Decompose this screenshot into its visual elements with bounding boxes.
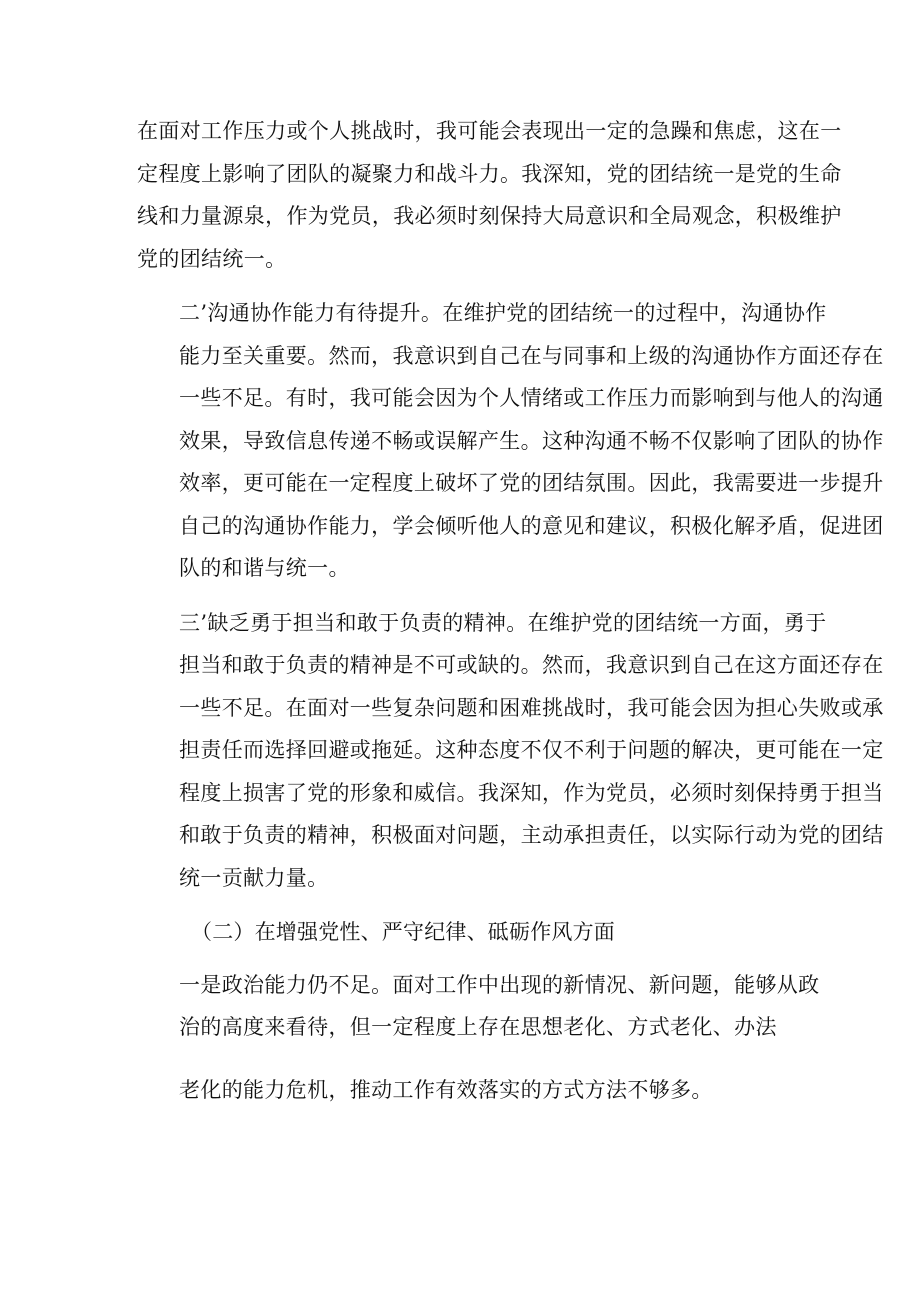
text-line: 效果，导致信息传递不畅或误解产生。这种沟通不畅不仅影响了团队的协作 [179, 428, 884, 453]
section-heading: （二）在增强党性、严守纪律、砥砺作风方面 [191, 920, 615, 944]
text-line: 老化的能力危机，推动工作有效落实的方式方法不够多。 [179, 1077, 713, 1102]
paragraph-communication [137, 292, 884, 590]
text-line: 队的和谐与统一。 [179, 556, 350, 580]
text-line: 在面对工作压力或个人挑战时，我可能会表现出一定的急躁和焦虑，这在一 [137, 119, 842, 143]
text-line: 程度上损害了党的形象和威信。我深知，作为党员，必须时刻保持勇于担当 [179, 780, 884, 805]
text-line: 党的团结统一。 [137, 246, 287, 271]
text-line: 一些不足。有时，我可能会因为个人情绪或工作压力而影响到与他人的沟通 [179, 386, 884, 410]
text-line: 担当和敢于负责的精神是不可或缺的。然而，我意识到自己在这方面还存在 [179, 653, 884, 677]
text-line: 二’沟通协作能力有待提升。在维护党的团结统一的过程中，沟通协作 [179, 301, 827, 325]
paragraph-continuation [137, 110, 842, 280]
text-line: 定程度上影响了团队的凝聚力和战斗力。我深知，党的团结统一是党的生命 [137, 161, 842, 186]
text-line: 效率，更可能在一定程度上破坏了党的团结氛围。因此，我需要进一步提升 [179, 471, 884, 495]
text-line: 一是政治能力仍不足。面对工作中出现的新情况、新问题，能够从政 [179, 972, 820, 997]
paragraph-political-ability [137, 964, 820, 1112]
text-line: 三’缺乏勇于担当和敢于负责的精神。在维护党的团结统一方面，勇于 [179, 610, 827, 635]
text-line: 自己的沟通协作能力，学会倾听他人的意见和建议，积极化解矛盾，促进团 [179, 513, 884, 538]
text-line: 一些不足。在面对一些复杂问题和困难挑战时，我可能会因为担心失败或承 [179, 695, 884, 720]
paragraph-responsibility [137, 602, 884, 900]
text-line: 担责任而选择回避或拖延。这种态度不仅不利于问题的解决，更可能在一定 [179, 738, 884, 762]
text-line: 和敢于负责的精神，积极面对问题，主动承担责任，以实际行动为党的团结 [179, 823, 884, 847]
document-body [137, 110, 884, 1123]
text-line: 能力至关重要。然而，我意识到自己在与同事和上级的沟通协作方面还存在 [179, 343, 884, 368]
text-line: 统一贡献力量。 [179, 865, 329, 890]
text-line: 线和力量源泉，作为党员，我必须时刻保持大局意识和全局观念，积极维护 [137, 204, 842, 228]
text-line: 治的高度来看待，但一定程度上存在思想老化、方式老化、办法 [179, 1015, 777, 1039]
